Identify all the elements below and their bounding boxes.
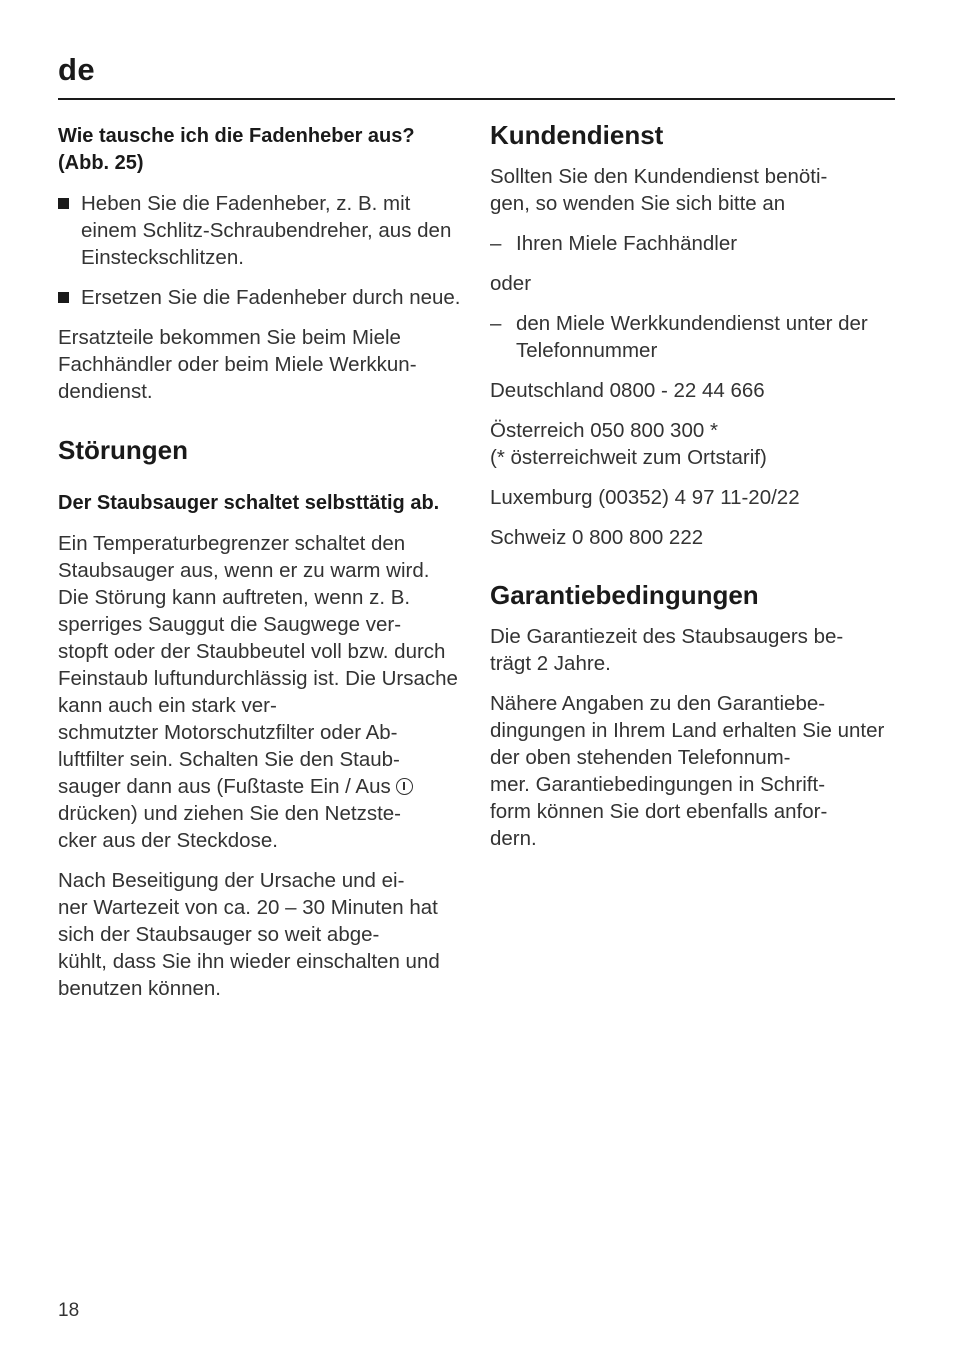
dash-marker: – [490, 312, 502, 335]
language-code: de [58, 52, 96, 87]
naehere-angaben-paragraph: Nähere Angaben zu den Garantiebe- dingungen in Ihrem Land erhalten Sie unter der oben stehenden Telefonnum- mer. Garantiebedingungen in Schrift- form können Sie dort ebenfalls anfor- dern. [490, 692, 885, 850]
phone-oesterreich: Österreich 050 800 300 * (* österreichweit zum Ortstarif) [490, 419, 767, 469]
subheading-staubsauger: Der Staubsauger schaltet selbsttätig ab. [58, 492, 440, 514]
square-bullet-icon [58, 292, 69, 303]
nach-beseitigung-paragraph: Nach Beseitigung der Ursache und ei- ner Wartezeit von ca. 20 – 30 Minuten hat sich der Staubsauger so weit abge- kühlt, dass Sie ihn wieder einschalten und benutzen können. [58, 869, 440, 1000]
ursache-paragraph [58, 530, 468, 854]
list-item-text: Ersetzen Sie die Fadenheber durch neue. [81, 286, 461, 309]
instruction-list [58, 190, 468, 311]
subheading-fadenheber: Wie tausche ich die Fadenheber aus? (Abb. 25) [58, 125, 415, 174]
dash-item [490, 230, 900, 257]
dash-marker: – [490, 232, 502, 255]
section-heading-kundendienst: Kundendienst [490, 120, 664, 150]
left-column [58, 118, 468, 1002]
section-heading-stoerungen: Störungen [58, 435, 188, 465]
ursache-text-part-1: Ein Temperaturbegrenzer schaltet den Staubsauger aus, wenn er zu warm wird. Die Störung kann auftreten, wenn z. B. sperriges Sauggut die Saugwege ver- stopft oder der Staubbeutel voll bzw. durch Feinstaub luftundurchlässig ist. Die Ursache kann auch ein stark ver- schmutzter Motorschutzfilter oder Ab- luftfilter sein. Schalten Sie den Staub- sauger dann aus (Fußtaste Ein / Aus [58, 532, 458, 798]
page-number: 18 [58, 1300, 80, 1321]
header-rule [58, 98, 895, 100]
power-switch-icon [396, 778, 413, 795]
phone-luxemburg: Luxemburg (00352) 4 97 11-20/22 [490, 486, 800, 509]
square-bullet-icon [58, 198, 69, 209]
section-heading-garantie: Garantiebedingungen [490, 580, 759, 610]
phone-deutschland: Deutschland 0800 - 22 44 666 [490, 379, 765, 402]
phone-schweiz: Schweiz 0 800 800 222 [490, 526, 704, 549]
dash-item-text: Ihren Miele Fachhändler [516, 232, 738, 255]
right-column [490, 118, 900, 852]
list-item [58, 190, 468, 271]
list-item-text: Heben Sie die Fadenheber, z. B. mit einem Schlitz-Schraubendreher, aus den Einsteckschlitzen. [81, 192, 452, 269]
sollten-paragraph: Sollten Sie den Kundendienst benöti- gen, so wenden Sie sich bitte an [490, 165, 828, 215]
list-item [58, 284, 468, 311]
ersatzteile-paragraph: Ersatzteile bekommen Sie beim Miele Fachhändler oder beim Miele Werkkun- dendienst. [58, 326, 417, 403]
garantiezeit-paragraph: Die Garantiezeit des Staubsaugers be- trägt 2 Jahre. [490, 625, 844, 675]
oder-text: oder [490, 272, 532, 295]
dash-item [490, 310, 900, 364]
ursache-text-part-2: drücken) und ziehen Sie den Netzste- cker aus der Steckdose. [58, 802, 402, 852]
dash-item-text: den Miele Werkkundendienst unter der Telefonnummer [516, 312, 868, 362]
